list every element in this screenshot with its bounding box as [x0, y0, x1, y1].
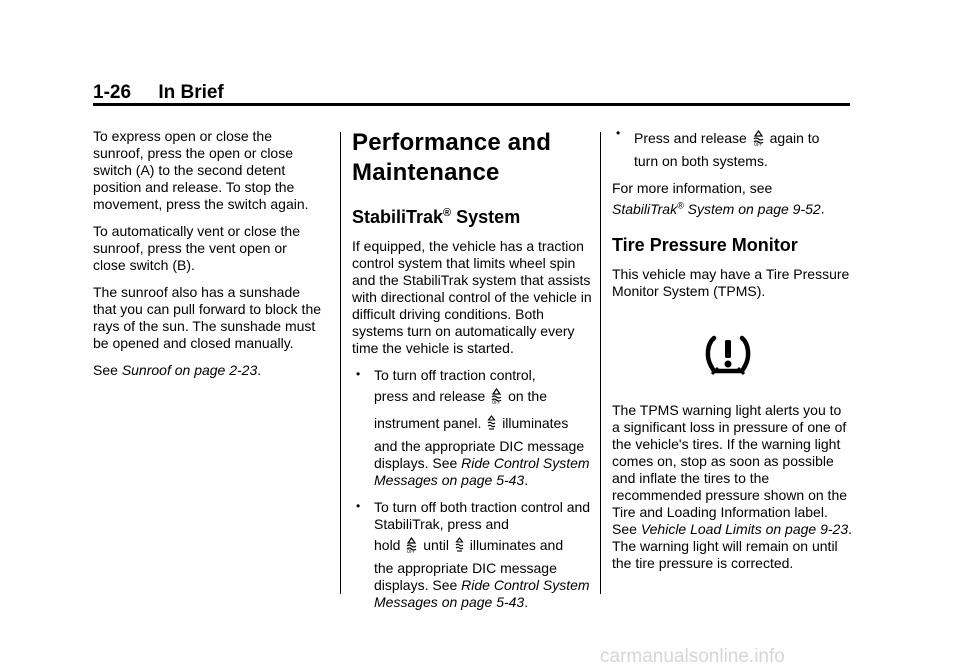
traction-control-off-icon — [753, 129, 764, 153]
heading-line: Performance and — [352, 129, 552, 156]
cross-reference-link[interactable]: Ride Control System Messages on page 5-43 — [374, 455, 590, 488]
text: . — [820, 200, 825, 217]
heading-line: Maintenance — [352, 159, 500, 186]
column-divider-1 — [340, 132, 341, 594]
text: To turn off both traction control and StabiliTrak, press and — [374, 499, 591, 532]
text: again to — [769, 130, 820, 146]
list-item — [352, 499, 592, 611]
text: on the — [508, 388, 548, 404]
column-3 — [612, 126, 852, 582]
paragraph — [612, 402, 852, 572]
registered-mark: ® — [677, 200, 684, 210]
text: illuminates — [502, 415, 569, 431]
cross-reference-link[interactable]: Ride Control System Messages on page 5-43 — [374, 577, 590, 610]
text: The TPMS warning light alerts you to a significant loss in pressure of one of the vehicle's tires. If the warning light comes on, stop as soon as possible and inflate the tires to the recommended pressure shown on the Tire and Loading Information label. See — [612, 401, 848, 537]
text: To turn off traction control, — [374, 367, 536, 383]
section-title: In Brief — [158, 82, 224, 103]
text: . — [257, 362, 262, 378]
text: the appropriate DIC message displays. See — [374, 560, 557, 593]
text: instrument panel. — [374, 415, 482, 431]
list-item — [612, 126, 852, 170]
cross-reference-link[interactable]: Sunroof on page 2-23 — [121, 362, 258, 378]
bullet-list — [612, 126, 852, 170]
text: System — [451, 207, 521, 227]
bullet-list — [352, 367, 592, 611]
paragraph: To express open or close the sunroof, press the open or close switch (A) to the second detent position and release. To stop the movement, press the switch again. — [93, 128, 309, 212]
svg-text:OFF: OFF — [407, 549, 416, 553]
header-rule — [93, 103, 850, 106]
text: . — [524, 472, 529, 488]
text: illuminates and — [469, 537, 564, 553]
stabilitrak-heading — [352, 202, 592, 228]
column-2 — [352, 128, 592, 621]
column-1 — [93, 128, 323, 389]
paragraph: If equipped, the vehicle has a traction control system that limits wheel spin and the StabiliTrak system that assists with directional control of the vehicle in difficult driving conditions. Both systems turn on automatically every time the vehicle is started. — [352, 238, 592, 356]
paragraph: To automatically vent or close the sunroof, press the vent open or close switch (B). — [93, 223, 300, 273]
cross-reference-link[interactable]: Vehicle Load Limits on page 9-23 — [640, 520, 849, 537]
tire-pressure-heading: Tire Pressure Monitor — [612, 234, 798, 255]
text: and the appropriate DIC message displays. See — [374, 438, 585, 471]
paragraph: The sunroof also has a sunshade that you can pull forward to block the rays of the sun. The sunshade must be opened and closed manually. — [93, 284, 322, 351]
stabilitrak-indicator-icon — [455, 536, 464, 560]
text: press and release — [374, 388, 486, 404]
svg-text:OFF: OFF — [753, 142, 762, 146]
column-divider-2 — [600, 132, 601, 594]
traction-control-off-icon — [406, 536, 417, 560]
text: See — [93, 362, 122, 378]
page-header — [93, 82, 850, 104]
chapter-heading — [352, 128, 592, 188]
text: turn on both systems. — [634, 153, 768, 169]
link-text: System on page 9-52 — [683, 200, 821, 217]
list-item — [352, 367, 592, 489]
traction-control-off-icon — [491, 387, 502, 411]
text: For more information, see — [612, 180, 773, 196]
paragraph — [612, 180, 852, 218]
link-text: StabiliTrak — [612, 200, 678, 217]
text: StabiliTrak — [352, 207, 444, 227]
paragraph — [93, 362, 323, 379]
paragraph: This vehicle may have a Tire Pressure Monitor System (TPMS). — [612, 265, 850, 299]
traction-indicator-icon — [487, 414, 496, 438]
page-number: 1-26 — [93, 82, 132, 103]
text: . The warning light will remain on until the tire pressure is corrected. — [612, 520, 852, 571]
text: hold — [374, 537, 401, 553]
text: until — [423, 537, 449, 553]
svg-text:OFF: OFF — [492, 400, 500, 404]
registered-mark: ® — [443, 207, 452, 219]
text: Press and release — [634, 130, 747, 146]
tpms-warning-icon — [703, 330, 753, 380]
text: . — [524, 594, 529, 610]
watermark: carmanualsonline.info — [600, 646, 785, 667]
cross-reference-link[interactable] — [612, 201, 821, 217]
